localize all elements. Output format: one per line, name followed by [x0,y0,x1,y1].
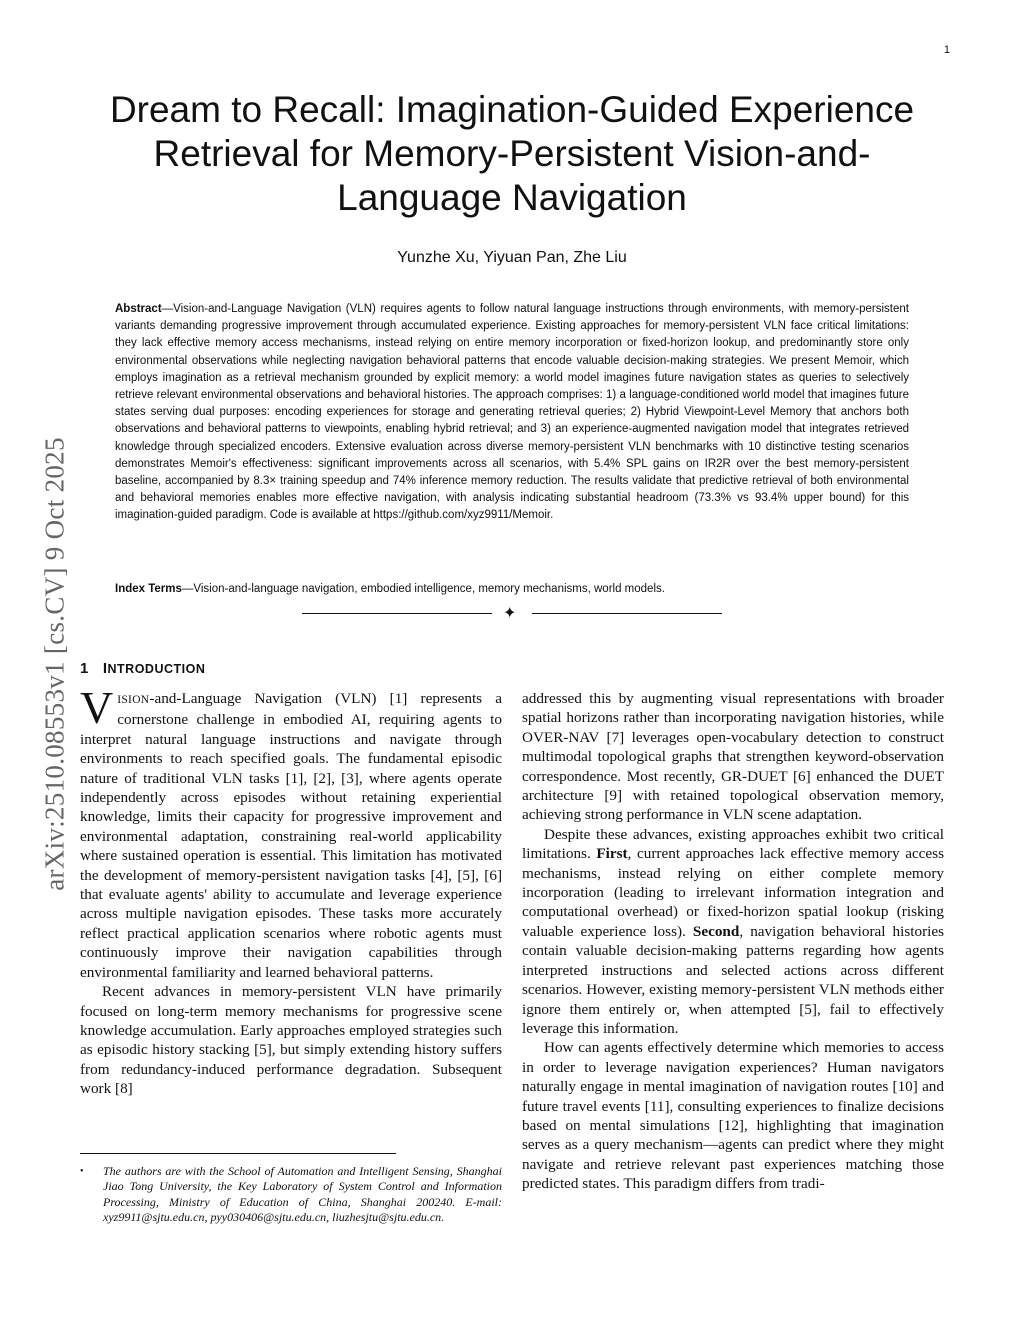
divider-line-right [532,613,722,614]
paragraph-4: How can agents effectively determine which memories to access in order to leverage navigation experiences? Human navigators naturally engage in mental imagination of navigation routes [10] and future travel events [11], consulting experiences to finalize decisions based on mental simulations [12], highlighting that imagination serves as a query mechanism—agents can predict where they might navigate and retrieve relevant past experiences matching those predicted states. This paradigm differs from tradi- [522,1039,944,1193]
section-title-initial: I [102,660,108,677]
section-heading-introduction [80,660,205,677]
arxiv-identifier-stamp: arXiv:2510.08553v1 [cs.CV] 9 Oct 2025 [39,437,70,891]
drop-cap: V [80,682,114,733]
body-column-right [522,689,944,1194]
author-affiliation-footnote [80,1164,502,1226]
body-column-left [80,682,502,1099]
section-title-rest: NTRODUCTION [107,662,206,676]
abstract-label: Abstract [115,303,162,315]
section-divider [302,605,722,621]
index-terms [115,581,909,598]
abstract-text: —Vision-and-Language Navigation (VLN) requires agents to follow natural language instructions through environments, with memory-persistent variants demanding progressive improvement through accumulated experience. Existing approaches for memory-persistent VLN face critical limitations: they lack effective memory access mechanisms, instead relying on entire memory incorporation or fixed-horizon lookup, and predominantly store only environmental observations while neglecting navigation behavioral patterns that encode valuable decision-making strategies. We present Memoir, which employs imagination as a retrieval mechanism grounded by explicit memory: a world model imagines future navigation states as queries to selectively retrieve relevant environmental observations and behavioral histories. The approach comprises: 1) a language-conditioned world model that imagines future states serving dual purposes: encoding experiences for storage and generating retrieval queries; 2) Hybrid Viewpoint-Level Memory that anchors both observations and behavioral patterns to viewpoints, enabling hybrid retrieval; and 3) an experience-augmented navigation model that integrates retrieved knowledge through specialized encoders. Extensive evaluation across diverse memory-persistent VLN benchmarks with 10 distinctive testing scenarios demonstrates Memoir's effectiveness: significant improvements across all scenarios, with 5.4% SPL gains on IR2R over the best memory-persistent baseline, accompanied by 8.3× training speedup and 74% inference memory reduction. The results validate that predictive retrieval of both environmental and behavioral memories enables more effective navigation, with analysis indicating substantial headroom (73.3% vs 93.4% upper bound) for this imagination-guided paradigm. Code is available at https://github.com/xyz9911/Memoir. [115,303,909,522]
section-number: 1 [80,660,89,677]
footnote-text: The authors are with the School of Automation and Intelligent Sensing, Shanghai Jiao Tong University, the Key Laboratory of System Control and Information Processing, Ministry of Education of China, Shanghai 200240. E-mail: xyz9911@sjtu.edu.cn, pyy030406@sjtu.edu.cn, liuzhesjtu@sjtu.edu.cn. [103,1164,502,1225]
paragraph-3 [522,825,944,1038]
index-terms-label: Index Terms [115,583,182,595]
drop-cap-smallcaps: ISION [117,694,150,706]
paper-title: Dream to Recall: Imagination-Guided Experience Retrieval for Memory-Persistent Vision-and-Language Navigation [109,89,915,218]
paragraph-2: Recent advances in memory-persistent VLN have primarily focused on long-term memory mechanisms for progressive scene knowledge accumulation. Early approaches employed strategies such as episodic history stacking [5], but simply extending history suffers from redundancy-induced performance degradation. Subsequent work [8] [80,983,502,1098]
paragraph-1 [80,682,502,982]
paragraph-3-first-label: First [596,845,628,863]
paragraph-1-text: -and-Language Navigation (VLN) [1] represents a cornerstone challenge in embodied AI, requiring agents to interpret natural language instructions and navigate through environments to reach specified goals. The fundamental episodic nature of traditional VLN tasks [1], [2], [3], where agents operate independently across episodes without retaining experiential knowledge, limits their capacity for progressive improvement and environmental adaptation, constraining real-world applicability where sustained operation is essential. This limitation has motivated the development of memory-persistent navigation tasks [4], [5], [6] that evaluate agents' ability to accumulate and leverage experience across multiple navigation episodes. These tasks more accurately reflect practical application scenarios where robotic agents must continuously improve their navigation capabilities through environmental familiarity and learned behavioral patterns. [80,690,502,981]
author-list: Yunzhe Xu, Yiyuan Pan, Zhe Liu [397,249,627,266]
divider-line-left [302,613,492,614]
paragraph-3-intro: Despite these advances, existing approaches exhibit two critical limitations. [522,825,944,863]
index-terms-text: —Vision-and-language navigation, embodied intelligence, memory mechanisms, world models. [181,583,665,595]
footnote-rule [80,1153,396,1154]
paragraph-3-mid: , current approaches lack effective memory access mechanisms, instead relying on either complete memory incorporation (leading to irrelevant information integration and computational overhead) or fixed-horizon spatial lookup (risking valuable experience loss). [522,845,944,940]
footnote-bullet-icon: • [80,1166,84,1177]
paragraph-2-continued: addressed this by augmenting visual representations with broader spatial horizons rather than incorporating navigation histories, while OVER-NAV [7] leverages open-vocabulary detection to construct multimodal topological graphs that strengthen keyword-observation correspondence. Most recently, GR-DUET [6] enhanced the DUET architecture [9] with retained topological observation memory, achieving strong performance in VLN scene adaptation. [522,690,944,824]
abstract [115,301,909,525]
paragraph-3-end: , navigation behavioral histories contain valuable decision-making patterns regarding how agents interpreted instructions and selected actions across different scenarios. However, existing memory-persistent VLN methods either ignore them entirely or, when attempted [5], fail to effectively leverage this information. [522,922,944,1037]
page-number: 1 [943,44,950,56]
paragraph-3-second-label: Second [692,922,740,940]
divider-star-icon: ✦ [503,603,517,622]
